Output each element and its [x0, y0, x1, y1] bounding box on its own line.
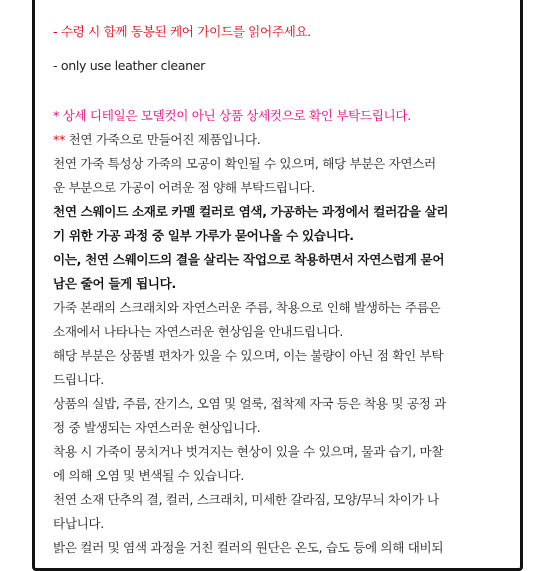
detail-line: 소재에서 나타나는 자연스러운 현상임을 안내드립니다. — [53, 324, 344, 339]
detail-line: 운 부분으로 가공이 어려운 점 양해 부탁드립니다. — [53, 180, 315, 195]
detail-line: 에 의해 오염 및 변색될 수 있습니다. — [53, 468, 244, 483]
detail-line: 드립니다. — [53, 372, 104, 387]
material-text: 천연 가죽으로 만들어진 제품입니다. — [64, 132, 261, 147]
detail-line: 상품의 실밥, 주름, 잔기스, 오염 및 얼룩, 접착제 자국 등은 착용 및 공정 과 — [53, 396, 446, 411]
product-notice — [53, 20, 513, 560]
detail-lines — [53, 152, 513, 560]
detail-line: 이는, 천연 스웨이드의 결을 살리는 작업으로 착용하면서 자연스럽게 묻어 — [53, 252, 445, 267]
detail-line: 해당 부분은 상품별 편차가 있을 수 있으며, 이는 불량이 아닌 점 확인 부탁 — [53, 348, 444, 363]
detail-cut-notice: * 상세 디테일은 모델컷이 아닌 상품 상세컷으로 확인 부탁드립니다. — [53, 108, 411, 123]
detail-line: 남은 줄어 들게 됩니다. — [53, 276, 176, 291]
material-notice — [53, 128, 513, 152]
detail-line: 천연 소재 단추의 결, 컬러, 스크래치, 미세한 갈라짐, 모양/무늬 차이가 나 — [53, 492, 439, 507]
detail-line: 정 중 발생되는 자연스러운 현상입니다. — [53, 420, 261, 435]
detail-line: 타납니다. — [53, 516, 104, 531]
detail-line: 가죽 본래의 스크래치와 자연스러운 주름, 착용으로 인해 발생하는 주름은 — [53, 300, 441, 315]
detail-line: 천연 스웨이드 소재로 카멜 컬러로 염색, 가공하는 과정에서 컬러감을 살리 — [53, 204, 449, 219]
detail-line: 밝은 컬러 및 염색 과정을 거친 컬러의 원단은 온도, 습도 등에 의해 대비되 — [53, 540, 444, 555]
detail-line: 기 위한 가공 과정 중 일부 가루가 묻어나올 수 있습니다. — [53, 228, 354, 243]
care-guide-notice: - 수령 시 함께 동봉된 케어 가이드를 읽어주세요. — [53, 24, 311, 39]
detail-line: 천연 가죽 특성상 가죽의 모공이 확인될 수 있으며, 해당 부분은 자연스러 — [53, 156, 436, 171]
material-marker: ** — [53, 132, 65, 147]
detail-line: 착용 시 가죽이 뭉치거나 벗겨지는 현상이 있을 수 있으며, 물과 습기, 마찰 — [53, 444, 444, 459]
cleaner-notice: - only use leather cleaner — [53, 58, 205, 73]
